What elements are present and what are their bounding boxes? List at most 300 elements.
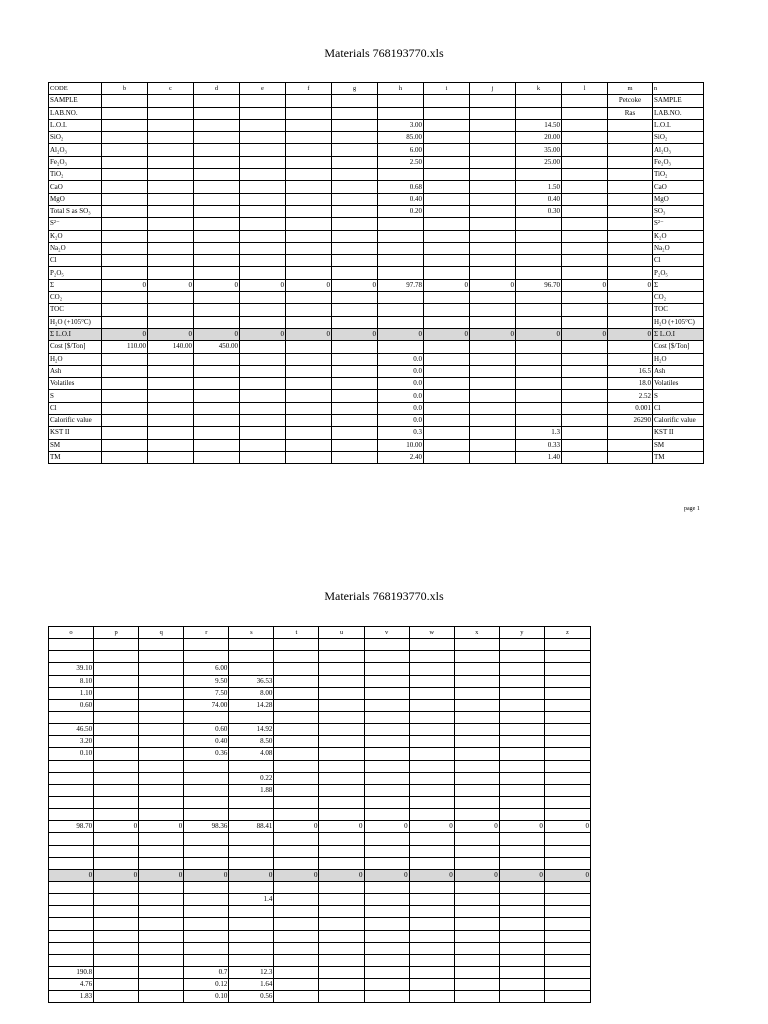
table-cell [94,711,139,723]
table-cell [229,845,274,857]
table-cell [454,796,499,808]
table-cell [454,966,499,978]
table-cell [240,378,286,390]
table-cell [94,760,139,772]
table-cell [184,784,229,796]
table-cell: SO₃ [653,205,704,217]
table-cell [286,181,332,193]
table-cell [49,639,94,651]
table-cell: 98.36 [184,821,229,833]
table-cell [562,415,608,427]
table-cell [240,218,286,230]
table-cell [470,95,516,107]
table-cell [516,230,562,242]
table-cell [378,218,424,230]
table-cell [49,918,94,930]
table-cell [94,809,139,821]
table-cell: Cost [$/Ton] [653,341,704,353]
table-cell [516,292,562,304]
table-cell [516,353,562,365]
table-cell [499,760,544,772]
materials-table-page2 [48,626,591,1003]
table-cell: 0 [194,279,240,291]
table-row [49,95,704,107]
table-cell [608,132,653,144]
table-cell [544,991,590,1003]
table-cell [409,748,454,760]
table-cell [409,784,454,796]
table-cell [274,760,319,772]
table-cell [102,132,148,144]
table-cell: 3.00 [378,119,424,131]
table-cell [240,156,286,168]
table-cell [544,675,590,687]
table-cell [424,218,470,230]
table-cell [148,439,194,451]
table-cell [424,205,470,217]
table-row [49,304,704,316]
table-cell [286,353,332,365]
table-cell [364,687,409,699]
table-cell: L.O.I. [653,119,704,131]
column-header: m [608,83,653,95]
table-cell [454,711,499,723]
table-cell [194,218,240,230]
table-cell: 98.70 [49,821,94,833]
table-cell [424,365,470,377]
table-cell [454,687,499,699]
table-cell [499,845,544,857]
table-cell: 0 [409,869,454,881]
table-cell [409,772,454,784]
table-cell [516,242,562,254]
table-cell: 0 [454,869,499,881]
table-cell: 0 [319,869,364,881]
table-cell: 0 [229,869,274,881]
table-cell [424,451,470,463]
table-cell [364,906,409,918]
table-cell [424,390,470,402]
table-cell [240,439,286,451]
column-header: j [470,83,516,95]
table-cell [470,193,516,205]
table-cell [194,144,240,156]
table-cell [364,699,409,711]
table-cell [286,390,332,402]
table-cell [319,979,364,991]
table-cell [424,427,470,439]
table-cell [286,95,332,107]
table-cell [499,772,544,784]
column-header: q [139,627,184,639]
table-cell [364,845,409,857]
table-cell [608,230,653,242]
table-cell [94,857,139,869]
table-cell [102,107,148,119]
table-cell [286,267,332,279]
table-cell [286,218,332,230]
table-cell [102,390,148,402]
table-cell [332,316,378,328]
table-cell: MgO [49,193,102,205]
table-cell [470,402,516,414]
table-cell [274,699,319,711]
table-row [49,930,591,942]
table-cell: 0 [274,821,319,833]
table-row [49,255,704,267]
table-cell: H₂O [653,353,704,365]
table-cell [516,95,562,107]
table-cell [102,365,148,377]
table-cell [319,651,364,663]
table-cell: 0.3 [378,427,424,439]
table-cell [286,156,332,168]
table-cell [274,979,319,991]
table-cell [94,930,139,942]
table-cell [424,107,470,119]
table-cell [240,316,286,328]
table-cell [332,107,378,119]
table-cell [544,760,590,772]
table-cell: 0.0 [378,402,424,414]
table-cell [139,699,184,711]
table-cell [49,906,94,918]
table-cell [274,930,319,942]
table-cell: 0 [608,279,653,291]
table-cell [332,390,378,402]
table-cell: 0.0 [378,415,424,427]
table-cell: 2.40 [378,451,424,463]
table-cell [562,144,608,156]
table-cell [319,966,364,978]
table-cell [94,991,139,1003]
page-footer: page 1 [684,506,700,512]
table-cell: SAMPLE [49,95,102,107]
table-row [49,894,591,906]
table-cell: 1.40 [516,451,562,463]
table-cell [139,772,184,784]
table-cell: 4.08 [229,748,274,760]
table-cell: 1.83 [49,991,94,1003]
table-cell [49,954,94,966]
table-cell [94,736,139,748]
table-cell [544,942,590,954]
table-cell [102,205,148,217]
table-cell [470,169,516,181]
table-cell [470,205,516,217]
column-header: h [378,83,424,95]
table-cell [319,699,364,711]
table-cell [274,796,319,808]
table-cell [562,341,608,353]
table-cell [454,651,499,663]
table-cell [240,95,286,107]
table-cell: Na₂O [653,242,704,254]
table-cell [470,365,516,377]
table-cell [364,942,409,954]
table-cell [378,316,424,328]
table-cell [49,857,94,869]
table-cell [94,881,139,893]
table-cell [240,427,286,439]
table-cell [544,966,590,978]
table-cell [148,107,194,119]
table-cell [562,181,608,193]
table-cell [286,230,332,242]
table-cell [409,699,454,711]
table-cell [364,711,409,723]
table-cell [286,205,332,217]
table-cell [319,809,364,821]
table-cell [274,809,319,821]
table-cell: TiO₂ [49,169,102,181]
table-cell: 1.4 [229,894,274,906]
table-row [49,966,591,978]
table-cell: 0.68 [378,181,424,193]
table-cell [454,918,499,930]
table-cell [274,772,319,784]
table-cell: P₂O₅ [49,267,102,279]
table-row [49,316,704,328]
table-cell [102,119,148,131]
table-cell [102,230,148,242]
column-header: f [286,83,332,95]
table-cell [364,809,409,821]
table-row [49,181,704,193]
table-cell: 97.78 [378,279,424,291]
table-cell: Ras [608,107,653,119]
table-cell [424,439,470,451]
table-cell: 0 [319,821,364,833]
table-row [49,796,591,808]
table-cell [139,930,184,942]
table-cell [148,156,194,168]
table-cell: 4.76 [49,979,94,991]
table-cell [139,748,184,760]
table-cell [562,132,608,144]
table-cell: 8.50 [229,736,274,748]
table-cell [240,181,286,193]
table-cell [332,119,378,131]
table-row [49,230,704,242]
table-cell: 18.0 [608,378,653,390]
table-row [49,711,591,723]
table-cell [286,439,332,451]
table-cell [184,760,229,772]
table-cell: SAMPLE [653,95,704,107]
table-cell [608,341,653,353]
table-cell: 0 [378,328,424,340]
table-cell [409,966,454,978]
table-cell [499,639,544,651]
table-cell [139,857,184,869]
table-cell [516,255,562,267]
table-cell [332,242,378,254]
table-cell [424,255,470,267]
table-cell [286,451,332,463]
table-cell [240,242,286,254]
table-cell [240,267,286,279]
table-cell [332,95,378,107]
table-cell [286,144,332,156]
table-cell [286,304,332,316]
table-cell [562,292,608,304]
table-cell: 0 [409,821,454,833]
table-cell [94,639,139,651]
table-cell [516,316,562,328]
table-cell [229,930,274,942]
table-cell: 25.00 [516,156,562,168]
table-cell [608,439,653,451]
table-cell [332,304,378,316]
table-row [49,845,591,857]
table-cell: 0 [102,328,148,340]
table-cell [148,205,194,217]
table-cell [454,724,499,736]
table-cell [139,979,184,991]
table-cell [608,119,653,131]
table-cell [332,156,378,168]
table-row [49,869,591,881]
table-cell [148,144,194,156]
table-cell [378,230,424,242]
table-cell [184,711,229,723]
table-cell [332,218,378,230]
table-row [49,809,591,821]
table-cell [332,415,378,427]
table-row [49,328,704,340]
table-cell [148,451,194,463]
table-cell [470,181,516,193]
table-cell [378,255,424,267]
column-header: v [364,627,409,639]
table-cell [499,930,544,942]
table-cell [139,966,184,978]
table-cell [229,833,274,845]
column-header: CODE [49,83,102,95]
table-cell [409,991,454,1003]
table-cell: 0 [364,869,409,881]
table-cell [424,156,470,168]
table-cell [148,365,194,377]
table-row [49,353,704,365]
table-row [49,651,591,663]
table-row [49,639,591,651]
table-cell: 1.10 [49,687,94,699]
table-cell [470,292,516,304]
table-cell [286,107,332,119]
table-cell [499,979,544,991]
table-row [49,991,591,1003]
table-cell [94,699,139,711]
table-cell: P₂O₅ [653,267,704,279]
table-cell [102,439,148,451]
table-cell [364,954,409,966]
table-cell [102,169,148,181]
table-cell [516,365,562,377]
table-cell [424,292,470,304]
table-cell [332,451,378,463]
table-cell [274,784,319,796]
table-cell [194,316,240,328]
table-cell [94,796,139,808]
table-cell: 0 [286,328,332,340]
table-cell [608,218,653,230]
table-cell [499,991,544,1003]
table-cell [139,906,184,918]
table-cell [49,784,94,796]
table-cell [102,353,148,365]
table-cell [274,906,319,918]
table-cell [470,341,516,353]
table-cell: H₂O (+105°C) [49,316,102,328]
table-cell: 0 [332,328,378,340]
table-cell [148,353,194,365]
table-cell [562,255,608,267]
table-cell [102,415,148,427]
table-cell [470,242,516,254]
table-cell [544,724,590,736]
column-header: k [516,83,562,95]
table-cell: 1.50 [516,181,562,193]
table-cell [319,663,364,675]
table-cell [544,954,590,966]
table-cell [332,402,378,414]
table-cell [332,181,378,193]
table-cell [194,242,240,254]
table-cell [470,218,516,230]
table-cell [319,639,364,651]
table-cell [274,845,319,857]
table-cell [364,930,409,942]
table-row [49,918,591,930]
table-row [49,415,704,427]
table-cell [608,169,653,181]
table-cell [194,230,240,242]
table-cell [608,353,653,365]
table-cell: 0 [332,279,378,291]
table-cell: 14.50 [516,119,562,131]
column-header: l [562,83,608,95]
table-cell [194,193,240,205]
table-cell [364,833,409,845]
table-cell: LAB.NO. [49,107,102,119]
table-cell [608,255,653,267]
table-cell: 35.00 [516,144,562,156]
table-cell: 0.36 [184,748,229,760]
table-cell [286,169,332,181]
table-cell [94,748,139,760]
column-header: i [424,83,470,95]
table-row [49,169,704,181]
table-cell [148,255,194,267]
table-row [49,107,704,119]
table-cell [240,415,286,427]
column-header-row [49,627,591,639]
column-header: r [184,627,229,639]
table-cell [194,415,240,427]
table-cell [286,242,332,254]
table-cell [409,894,454,906]
table-cell [364,894,409,906]
table-cell [364,784,409,796]
table-cell [378,95,424,107]
table-cell [194,169,240,181]
table-row [49,292,704,304]
table-cell [499,663,544,675]
table-cell [608,181,653,193]
table-cell [94,651,139,663]
